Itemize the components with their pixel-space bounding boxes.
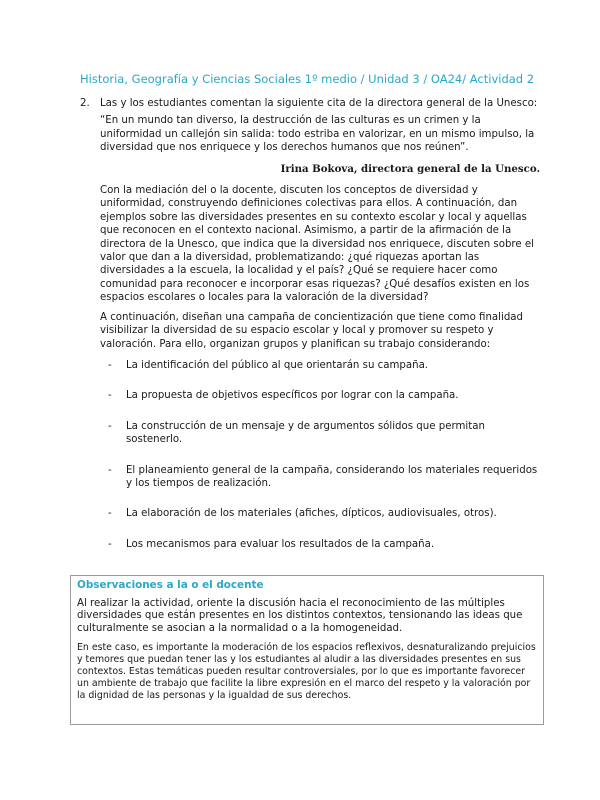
quote-author: Irina Bokova, directora general de la Unesco.	[280, 162, 540, 175]
paragraph-campaign: A continuación, diseñan una campaña de concientización que tiene como finalidad visibilizar la diversidad de su espacio escolar y local y promover su respeto y valoración. Para ello, organizan grupos y planifican su trabajo considerando:	[100, 311, 524, 350]
page-header: Historia, Geografía y Ciencias Sociales 1º medio / Unidad 3 / OA24/ Actividad 2	[80, 72, 535, 86]
list-item	[100, 507, 540, 520]
list-item	[100, 538, 540, 551]
list-item	[100, 464, 540, 491]
list-item-text: La propuesta de objetivos específicos por lograr con la campaña.	[126, 390, 459, 402]
item-body	[100, 97, 540, 568]
list-item-text: La elaboración de los materiales (afiches, dípticos, audiovisuales, otros).	[126, 508, 497, 520]
bullet-marker: -	[108, 464, 112, 476]
bullet-marker: -	[108, 420, 112, 432]
teacher-notes-box	[70, 575, 544, 725]
item-number: 2.	[80, 98, 90, 109]
list-item	[100, 389, 540, 402]
quote-text: “En un mundo tan diverso, la destrucción de las culturas es un crimen y la uniformidad un callejón sin salida: todo estriba en valorizar, en un mismo impulso, la diversidad que nos enriquece y los derechos humanos que nos reúnen”.	[100, 115, 535, 154]
teacher-notes-title: Observaciones a la o el docente	[77, 579, 264, 591]
paragraph-discussion: Con la mediación del o la docente, discuten los conceptos de diversidad y uniformidad, construyendo definiciones colectivas para ellos. A continuación, dan ejemplos sobre las diversidades presentes en su contexto escolar y local y aquellas que reconocen en el contexto nacional. Asimismo, a partir de la afirmación de la directora de la Unesco, que indica que la diversidad nos enriquece, discuten sobre el valor que dan a la diversidad, problematizando: ¿qué riquezas aportan las diversidades a la escuela, la localidad y el país? ¿Qué se requiere hacer como comunidad para reconocer e incorporar esas riquezas? ¿Qué desafíos existen en los espacios escolares o locales para la valoración de la diversidad?	[100, 185, 534, 304]
list-item-text: Los mecanismos para evaluar los resultados de la campaña.	[126, 538, 435, 550]
item-row	[80, 97, 540, 568]
bullet-marker: -	[108, 508, 112, 520]
activity-item	[80, 97, 540, 568]
teacher-notes-paragraph-2: En este caso, es importante la moderación de los espacios reflexivos, desnaturalizando prejuicios y temores que puedan tener las y los estudiantes al aludir a las diversidades presentes en sus contextos. Estas temáticas pueden resultar controversiales, por lo que es importante favorecer un ambiente de trabajo que facilite la libre expresión en el marco del respeto y la valoración por la dignidad de las personas y la igualdad de sus derechos.	[77, 642, 536, 702]
bullet-marker: -	[108, 390, 112, 402]
list-item-text: El planeamiento general de la campaña, considerando los materiales requeridos y los tiempos de realización.	[126, 464, 538, 489]
campaign-list	[100, 359, 540, 551]
list-item-text: La identificación del público al que orientarán su campaña.	[126, 359, 429, 371]
bullet-marker: -	[108, 538, 112, 550]
list-item	[100, 420, 540, 447]
list-item	[100, 359, 540, 372]
teacher-notes-paragraph-1: Al realizar la actividad, oriente la discusión hacia el reconocimiento de las múltiples diversidades que están presentes en los distintos contextos, tensionando las ideas que culturalmente se asocian a la normalidad o a la homogeneidad.	[77, 597, 523, 634]
list-item-text: La construcción de un mensaje y de argumentos sólidos que permitan sostenerlo.	[126, 420, 485, 446]
item-intro: Las y los estudiantes comentan la siguiente cita de la directora general de la Unesco:	[100, 98, 538, 109]
bullet-marker: -	[108, 359, 112, 371]
